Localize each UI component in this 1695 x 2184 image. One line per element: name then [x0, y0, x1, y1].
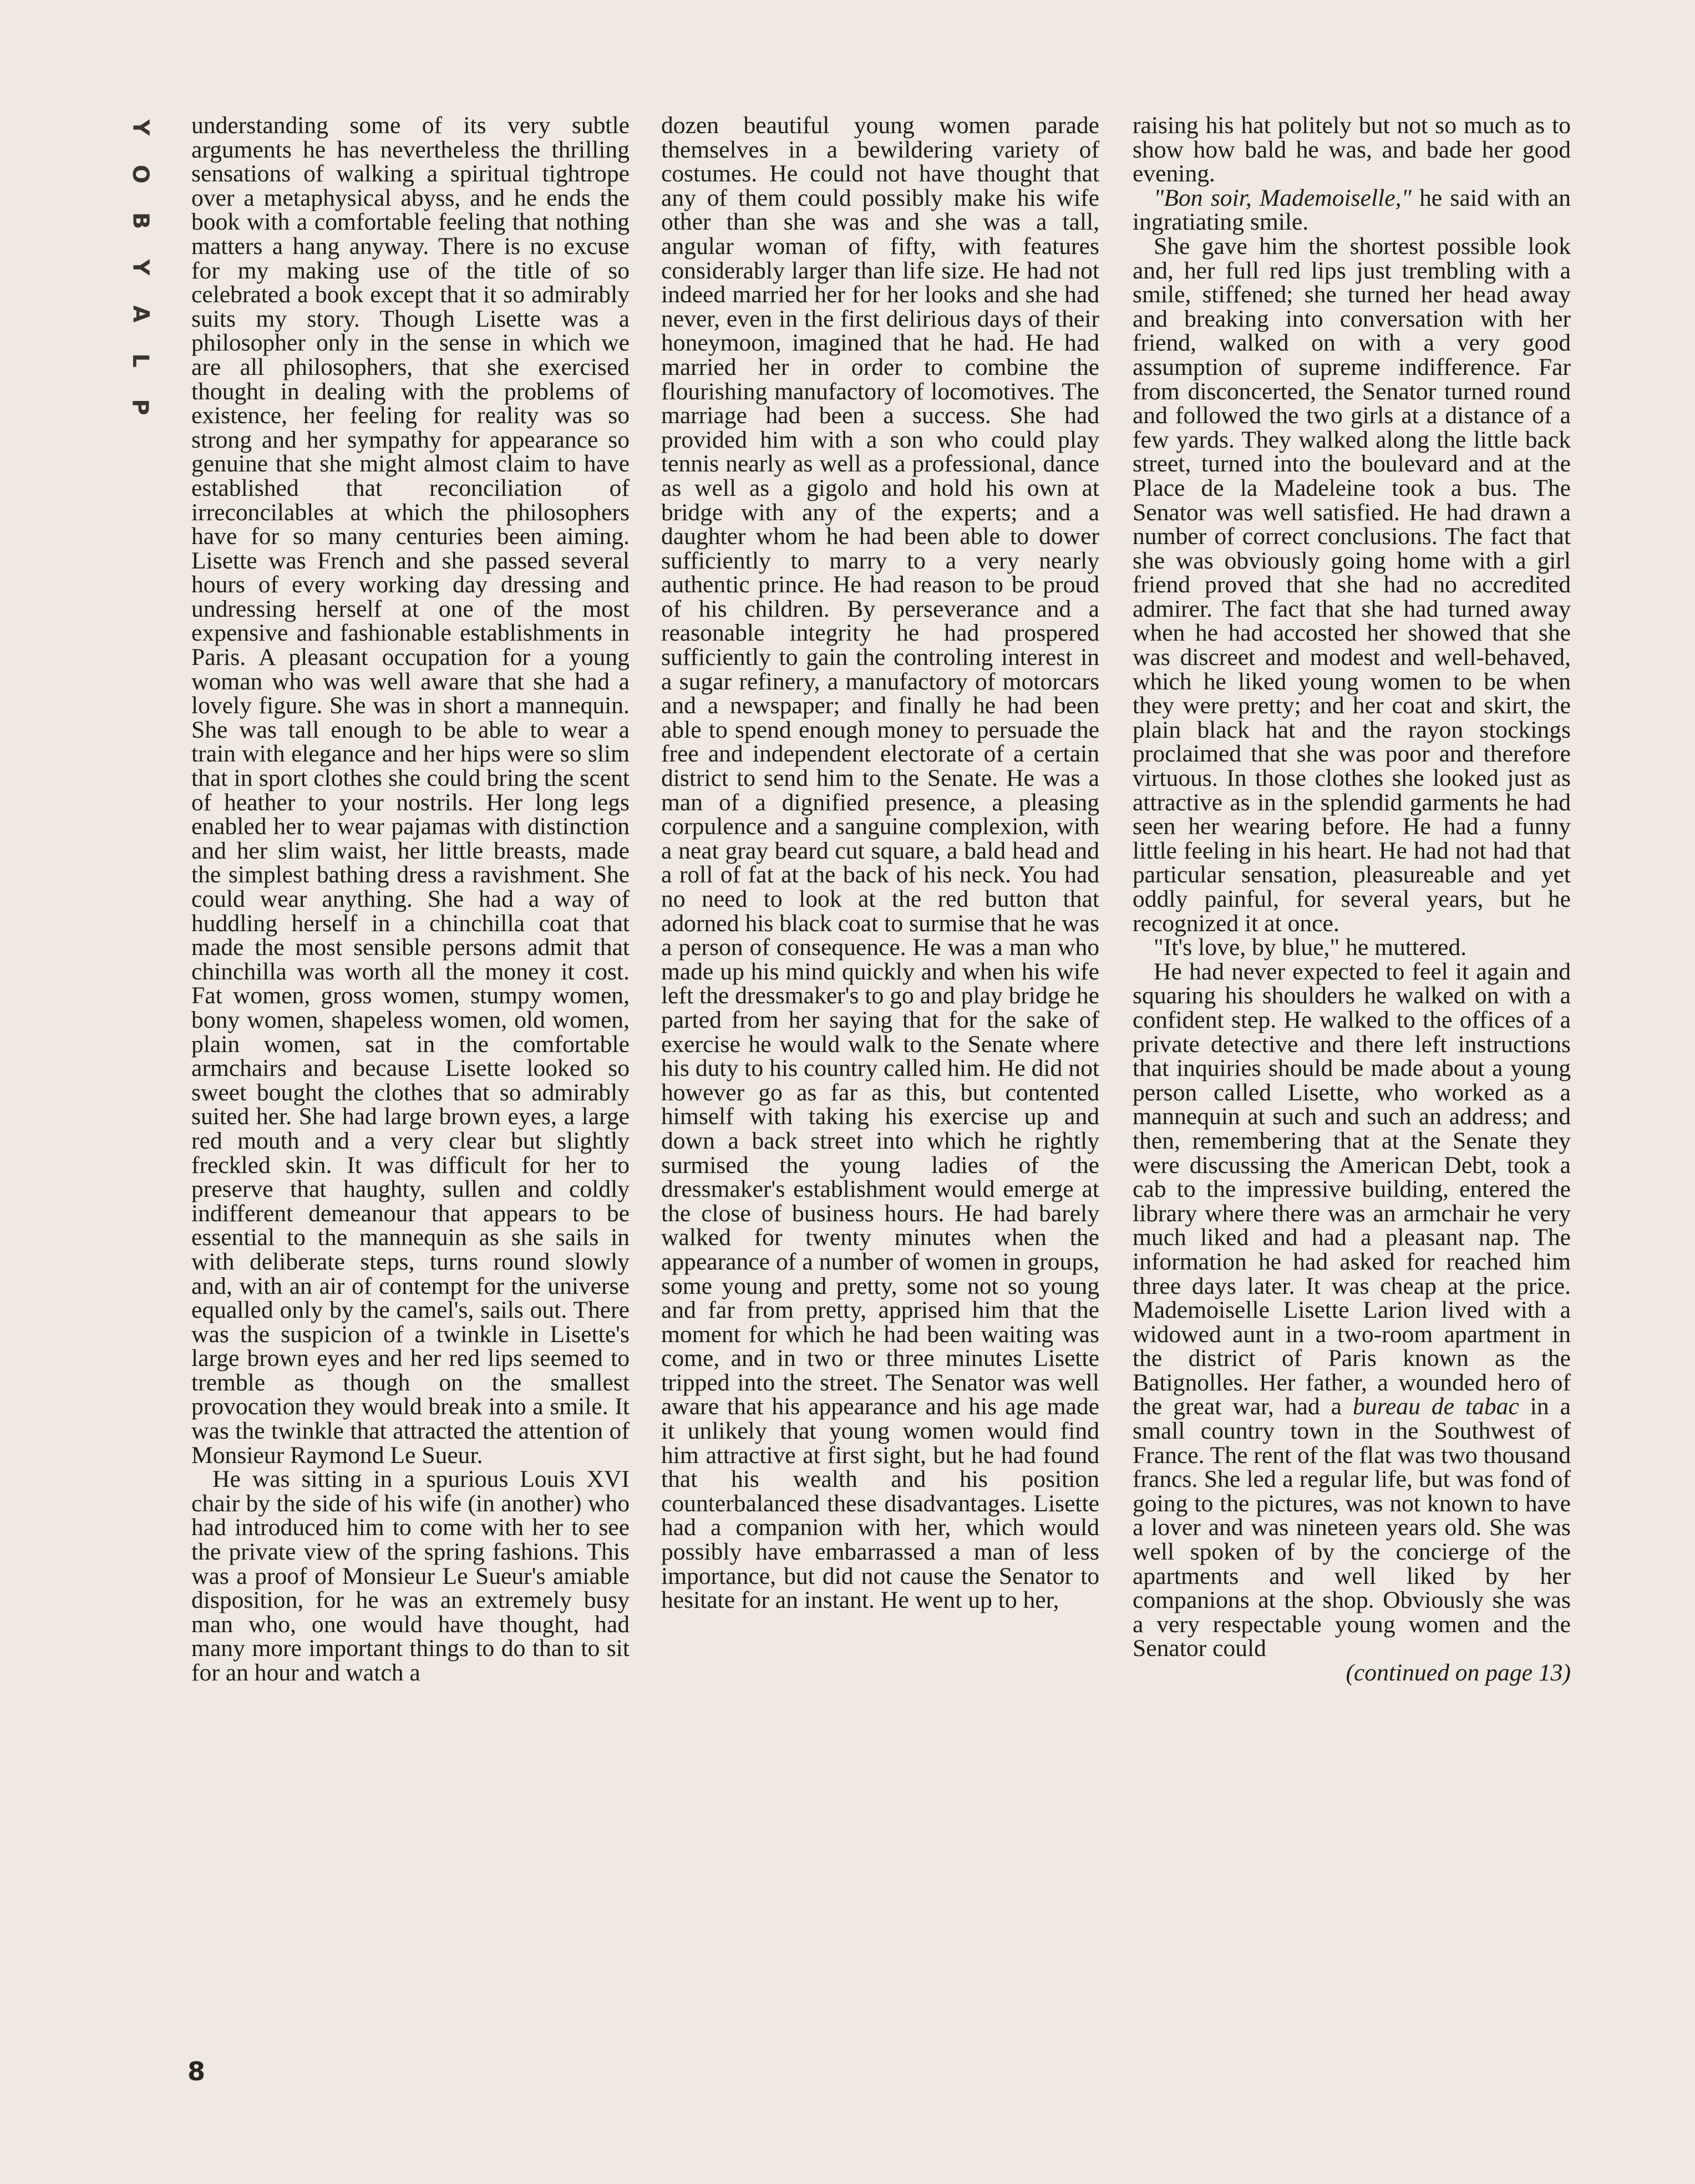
paragraph: dozen beautiful young women parade themselves in a bewildering variety of costumes. He could not have thought that any of them could possibly make his wife other than she was and she was a tall, angular woman of fifty, with features considerably larger than life size. He had not indeed married her for her looks and she had never, even in the first delirious days of their honeymoon, imagined that he had. He had married her in order to combine the flourishing manufactory of locomotives. The marriage had been a success. She had provided him with a son who could play tennis nearly as well as a professional, dance as well as a gigolo and hold his own at bridge with any of the experts; and a daughter whom he had been able to dower sufficiently to marry to a very nearly authentic prince. He had reason to be proud of his children. By perseverance and a reasonable integrity he had prospered sufficiently to gain the controling interest in a sugar refinery, a manufactory of motorcars and a newspaper; and finally he had been able to spend enough money to persuade the free and independent electorate of a certain district to send him to the Senate. He was a man of a dignified presence, a pleasing corpulence and a sanguine complexion, with a neat gray beard cut square, a bald head and a roll of fat at the back of his neck. You had no need to look at the red button that adorned his black coat to surmise that he was a person of consequence. He was a man who made up his mind quickly and when his wife left the dressmaker's to go and play bridge he parted from her saying that for the sake of exercise he would walk to the Senate where his duty to his country called him. He did not however go as far as this, but contented himself with taking his exercise up and down a back street into which he rightly surmised the young ladies of the dressmaker's establishment would emerge at the close of business hours. He had barely walked for twenty minutes when the appearance of a number of women in groups, some young and pretty, some not so young and far from pretty, apprised him that the moment for which he had been waiting was come, and in two or three minutes Lisette tripped into the street. The Senator was well aware that his appearance and his age made it unlikely that young women would find him attractive at first sight, but he had found that his wealth and his position counterbalanced these disadvantages. Lisette had a companion with her, which would possibly have embarrassed a man of less importance, but did not cause the Senator to hesitate for an instant. He went up to her, — [661, 112, 1099, 1614]
text-column-3 — [1133, 114, 1571, 1685]
paragraph — [1133, 186, 1571, 235]
paragraph: He was sitting in a spurious Louis XVI chair by the side of his wife (in another) who had introduced him to come with her to see the private view of the spring fashions. This was a proof of Monsieur Le Sueur's amiable disposition, for he was an extremely busy man who, one would have thought, had many more important things to do than to sit for an hour and watch a — [191, 1466, 630, 1686]
paragraph: "It's love, by blue," he muttered. — [1154, 934, 1467, 961]
label-letter: Y — [128, 119, 153, 136]
continued-on-link[interactable]: (continued on page 13) — [1346, 1659, 1571, 1686]
french-greeting: "Bon soir, Mademoiselle," — [1154, 184, 1412, 211]
page-number: 8 — [187, 2056, 206, 2086]
paragraph-text: in a small country town in the Southwest of France. The rent of the flat was two thousand francs. She led a regular life, but was fond of going to the pictures, was not known to have a lover and was nineteen years old. She was well spoken of by the concierge of the apartments and well liked by her companions at the shop. Obviously she was a very respectable young women and the Senator could — [1133, 1393, 1571, 1662]
label-letter: A — [128, 305, 153, 323]
label-letter: O — [127, 164, 153, 184]
paragraph — [1133, 960, 1571, 1661]
label-letter: L — [128, 353, 153, 368]
label-letter: Y — [128, 259, 153, 276]
text-column-2 — [661, 114, 1099, 1613]
paragraph: understanding some of its very subtle arguments he has nevertheless the thrilling sensations of walking a spiritual tightrope over a metaphysical abyss, and he ends the book with a comfortable feeling that nothing matters a hang anyway. There is no excuse for my making use of the title of so celebrated a book except that it so admirably suits my story. Though Lisette was a philosopher only in the sense in which we are all philosophers, that she exercised thought in dealing with the problems of existence, her feeling for reality was so strong and her sympathy for appearance so genuine that she might almost claim to have established that reconciliation of irreconcilables at which the philosophers have for so many centuries been aiming. Lisette was French and she passed several hours of every working day dressing and undressing herself at one of the most expensive and fashionable establishments in Paris. A pleasant occupation for a young woman who was well aware that she had a lovely figure. She was in short a mannequin. She was tall enough to be able to wear a train with elegance and her hips were so slim that in sport clothes she could bring the scent of heather to your nostrils. Her long legs enabled her to wear pajamas with distinction and her slim waist, her little breasts, made the simplest bathing dress a ravishment. She could wear anything. She had a way of huddling herself in a chinchilla coat that made the most sensible persons admit that chinchilla was worth all the money it cost. Fat women, gross women, stumpy women, bony women, shapeless women, old women, plain women, sat in the comfortable armchairs and because Lisette looked so sweet bought the clothes that so admirably suited her. She had large brown eyes, a large red mouth and a very clear but slightly freckled skin. It was difficult for her to preserve that haughty, sullen and coldly indifferent demeanour that appears to be essential to the mannequin as she sails in with deliberate steps, turns round slowly and, with an air of contempt for the universe equalled only by the camel's, sails out. There was the suspicion of a twinkle in Lisette's large brown eyes and her red lips seemed to tremble as though on the smallest provocation they would break into a smile. It was the twinkle that attracted the attention of Monsieur Raymond Le Sueur. — [191, 112, 630, 1469]
label-letter: P — [127, 399, 153, 415]
paragraph: She gave him the shortest possible look and, her full red lips just trembling with a smile, stiffened; she turned her head away and breaking into conversation with her friend, walked on with a very good assumption of supreme indifference. Far from disconcerted, the Senator turned round and followed the two girls at a distance of a few yards. They walked along the little back street, turned into the boulevard and at the Place de la Madeleine took a bus. The Senator was well satisfied. He had drawn a number of correct conclusions. The fact that she was obviously going home with a girl friend proved that she had no accredited admirer. The fact that she had turned away when he had accosted her showed that she was discreet and modest and well-behaved, which he liked young women to be when they were pretty; and her coat and skirt, the plain black hat and the rayon stockings proclaimed that she was poor and therefore virtuous. In those clothes she looked just as attractive as in the splendid garments he had seen her wearing before. He had a funny little feeling in his heart. He had not had that particular sensation, pleasureable and yet oddly painful, for several years, but he recognized it at once. — [1133, 232, 1571, 937]
text-column-1 — [191, 114, 630, 1685]
paragraph-text: he said with an ingratiating smile. — [1133, 184, 1571, 236]
paragraph-text: He had never expected to feel it again and squaring his shoulders he walked on with a confident step. He walked to the offices of a private detective and there left instructions that inquiries should be made about a young person called Lisette, who worked as a mannequin at such and such an address; and then, remembering that at the Senate they were discussing the American Debt, took a cab to the impressive building, entered the library where there was an armchair he very much liked and had a pleasant nap. The information he had asked for reached him three days later. It was cheap at the price. Mademoiselle Lisette Larion lived with a widowed aunt in a two-room apartment in the district of Paris known as the Batignolles. Her father, a wounded hero of the great war, had a — [1133, 958, 1571, 1420]
italic-phrase: bureau de tabac — [1353, 1393, 1519, 1420]
paragraph: raising his hat politely but not so much as to show how bald he was, and bade her good evening. — [1133, 112, 1571, 187]
playboy-vertical-label — [121, 116, 160, 443]
label-letter: B — [128, 212, 153, 230]
